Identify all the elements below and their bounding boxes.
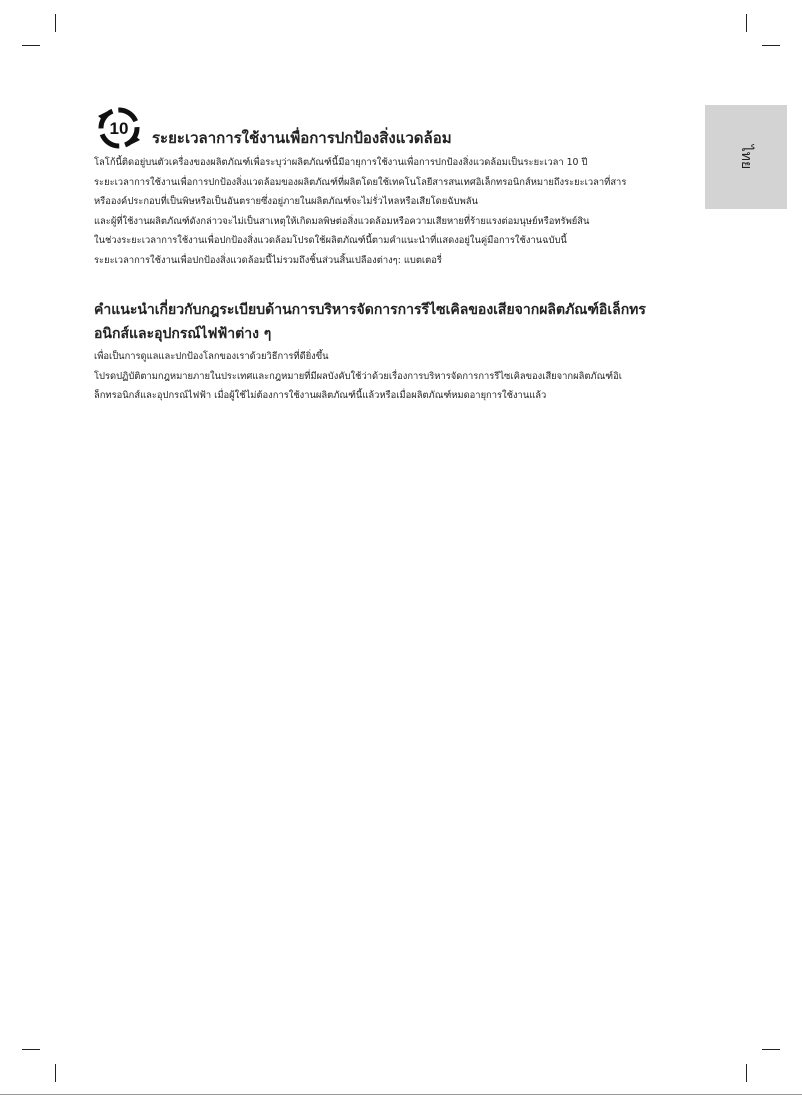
environment-protection-period-icon: [94, 106, 144, 150]
section2-title-line: คำแนะนำเกี่ยวกับกฎระเบียบด้านการบริหารจัดการการรีไซเคิลของเสียจากผลิตภัณฑ์อิเล็กทร: [94, 302, 646, 318]
crop-mark-top-right-vertical: [746, 14, 747, 32]
language-side-tab: [705, 105, 787, 209]
crop-mark-top-right-horizontal: [762, 45, 780, 46]
section1-line: ในช่วงระยะเวลาการใช้งานเพื่อปกป้องสิ่งแวดล้อมโปรดใช้ผลิตภัณฑ์นี้ตามคำแนะนำที่แสดงอยู่ในคู่มือการใช้งานฉบับนี้: [94, 235, 567, 246]
crop-mark-top-left-vertical: [55, 14, 56, 32]
section1-line: และผู้ที่ใช้งานผลิตภัณฑ์ดังกล่าวจะไม่เป็นสาเหตุให้เกิดมลพิษต่อสิ่งแวดล้อมหรือความเสียหายที่ร้ายแรงต่อมนุษย์หรือทรัพย์สิน: [94, 215, 590, 227]
section1-title: ระยะเวลาการใช้งานเพื่อการปกป้องสิ่งแวดล้อม: [152, 129, 452, 147]
section2-line: ล็กทรอนิกส์และอุปกรณ์ไฟฟ้า เมื่อผู้ใช้ไม่ต้องการใช้งานผลิตภัณฑ์นี้แล้วหรือเมื่อผลิตภัณฑ์หมดอายุการใช้งานแล้ว: [94, 390, 547, 401]
section2-title-line: อนิกส์และอุปกรณ์ไฟฟ้าต่าง ๆ: [94, 326, 272, 342]
section1-line: หรือองค์ประกอบที่เป็นพิษหรือเป็นอันตรายซึ่งอยู่ภายในผลิตภัณฑ์จะไม่รั่วไหลหรือเสียโดยฉับพลัน: [94, 196, 478, 207]
section2-line: เพื่อเป็นการดูแลและปกป้องโลกของเราด้วยวิธีการที่ดียิ่งขึ้น: [94, 351, 329, 362]
crop-mark-bottom-left-horizontal: [22, 1049, 40, 1050]
crop-mark-bottom-right-horizontal: [762, 1049, 780, 1050]
emblem-value: 10: [109, 119, 129, 138]
section2-body: [94, 347, 704, 406]
section1-line: โลโก้นี้ติดอยู่บนตัวเครื่องของผลิตภัณฑ์เพื่อระบุว่าผลิตภัณฑ์นี้มีอายุการใช้งานเพื่อการปกป้องสิ่งแวดล้อมเป็นระยะเวลา 10 ปี: [94, 157, 588, 168]
crop-mark-top-left-horizontal: [22, 45, 40, 46]
section2-title: [94, 298, 709, 346]
language-side-tab-label: ไทย: [738, 144, 754, 170]
page-bottom-rule: [0, 1094, 802, 1095]
section1-body: [94, 153, 704, 270]
crop-mark-bottom-left-vertical: [55, 1064, 56, 1082]
section1-line: ระยะเวลาการใช้งานเพื่อปกป้องสิ่งแวดล้อมนี้ไม่รวมถึงชิ้นส่วนสิ้นเปลืองต่างๆ: แบตเตอรี่: [94, 254, 442, 266]
section2-line: โปรดปฏิบัติตามกฎหมายภายในประเทศและกฎหมายที่มีผลบังคับใช้ว่าด้วยเรื่องการบริหารจัดการการรีไซเคิลของเสียจากผลิตภัณฑ์อิเ: [94, 370, 622, 382]
crop-mark-bottom-right-vertical: [746, 1064, 747, 1082]
section1-line: ระยะเวลาการใช้งานเพื่อการปกป้องสิ่งแวดล้อมของผลิตภัณฑ์ที่ผลิตโดยใช้เทคโนโลยีสารสนเทศอิเล็กทรอนิกส์หมายถึงระยะเวลาที่สาร: [94, 176, 627, 188]
